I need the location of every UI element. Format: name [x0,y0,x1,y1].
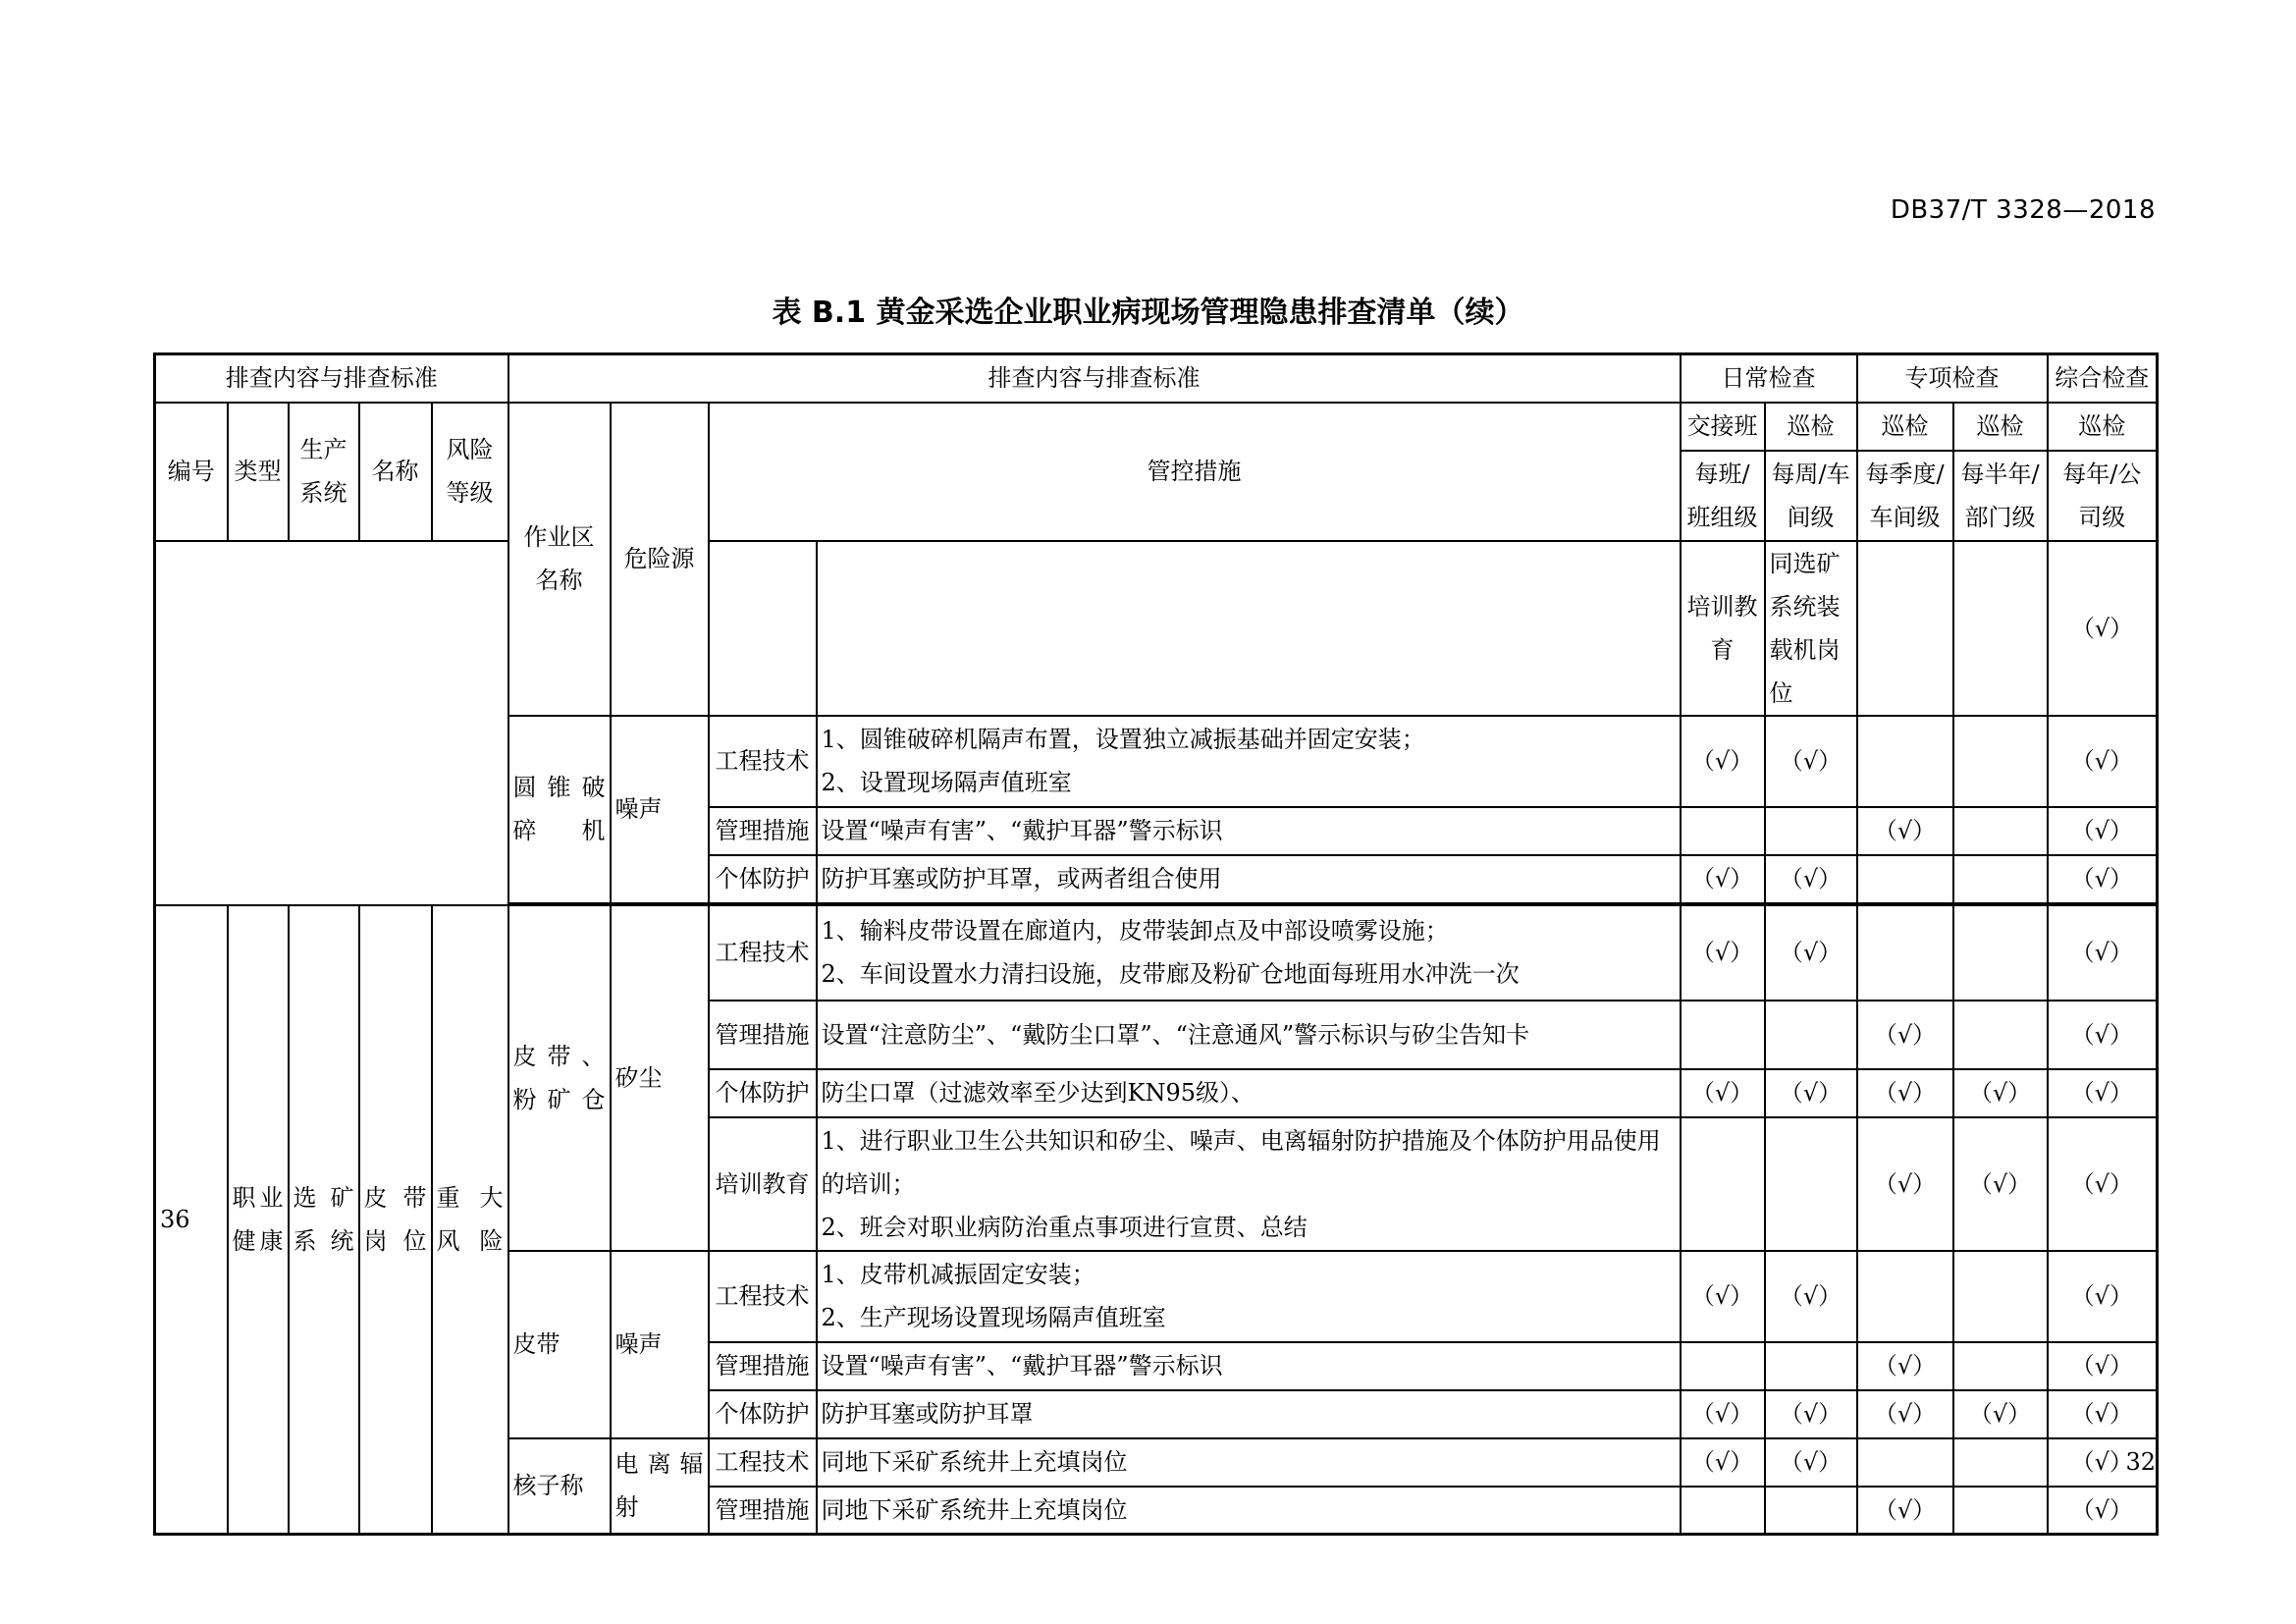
check-mark [1857,905,1953,1001]
col-header-hazard: 危险源 [611,403,709,716]
measure-category: 培训教育 [709,1117,817,1251]
check-type-label: 巡检 [1857,403,1953,451]
check-mark [1953,541,2048,716]
frequency-label: 每周/车间级 [1765,451,1857,541]
check-mark [1953,905,2048,1001]
header-comprehensive-check: 综合检查 [2048,354,2158,403]
table-row [155,905,2158,1001]
check-mark: （√） [1681,1069,1765,1117]
check-mark [1857,541,1953,716]
measure-description: 同地下采矿系统井上充填岗位 [817,1487,1681,1535]
measure-category: 工程技术 [709,1251,817,1342]
measure-description: 防尘口罩（过滤效率至少达到KN95级）、 [817,1069,1681,1117]
measure-category: 工程技术 [709,905,817,1001]
measure-category: 管理措施 [709,1487,817,1535]
table-row [155,541,2158,716]
check-mark [1765,1001,1857,1069]
col-header-risk: 风险等级 [432,403,508,541]
item-name: 皮带岗位 [359,905,432,1535]
check-type-label: 交接班 [1681,403,1765,451]
check-mark: （√） [2048,1117,2158,1251]
check-mark [1953,1342,2048,1390]
check-mark: （√） [2048,807,2158,855]
check-mark: （√） [1765,1251,1857,1342]
check-mark: （√） [2048,855,2158,903]
check-mark [1953,1001,2048,1069]
check-mark [1765,1487,1857,1535]
check-mark: （√） [1765,905,1857,1001]
col-header-area: 作业区名称 [508,403,611,716]
check-mark: （√） [1681,855,1765,903]
measure-description: 设置“噪声有害”、“戴护耳器”警示标识 [817,1342,1681,1390]
col-header-id: 编号 [155,403,228,541]
check-mark: （√） [1857,1117,1953,1251]
check-mark: （√） [1857,1487,1953,1535]
check-mark [1953,1251,2048,1342]
item-type: 职业健康 [228,905,289,1535]
check-mark: （√） [1765,1390,1857,1438]
check-mark: （√） [1953,1390,2048,1438]
check-mark: （√） [1953,1069,2048,1117]
item-system: 选矿系统 [289,905,359,1535]
measure-description: 1、皮带机减振固定安装； 2、生产现场设置现场隔声值班室 [817,1251,1681,1342]
measure-description: 设置“噪声有害”、“戴护耳器”警示标识 [817,807,1681,855]
check-mark [1953,716,2048,807]
check-mark: （√） [1681,1438,1765,1487]
check-mark: （√） [1953,1117,2048,1251]
check-type-label: 巡检 [1953,403,2048,451]
measure-description: 防护耳塞或防护耳罩 [817,1390,1681,1438]
col-header-measures: 管控措施 [709,403,1681,541]
check-mark [1953,1438,2048,1487]
check-mark [1857,855,1953,903]
check-mark: （√） [2048,905,2158,1001]
check-mark: （√） [2048,716,2158,807]
col-header-system: 生产系统 [289,403,359,541]
left-columns-continuation [155,541,508,905]
check-mark: （√） [1857,1069,1953,1117]
header-group-mid: 排查内容与排查标准 [508,354,1681,403]
header-group-left: 排查内容与排查标准 [155,354,508,403]
measure-category: 工程技术 [709,716,817,807]
check-mark: （√） [1765,1438,1857,1487]
measure-category: 培训教育 [1681,541,1765,716]
measure-category: 个体防护 [709,855,817,903]
hazard-source: 噪声 [611,1251,709,1438]
check-mark [1953,807,2048,855]
measure-category: 管理措施 [709,1001,817,1069]
measure-description: 1、进行职业卫生公共知识和矽尘、噪声、电离辐射防护措施及个体防护用品使用的培训； 2、班会对职业病防治重点事项进行宣贯、总结 [817,1117,1681,1251]
hazard-source: 噪声 [611,716,709,903]
area-continuation [709,541,817,716]
check-mark: （√） [1765,1069,1857,1117]
check-mark: （√） [1681,905,1765,1001]
frequency-label: 每半年/部门级 [1953,451,2048,541]
check-mark: （√） [1857,1390,1953,1438]
measure-description: 同地下采矿系统井上充填岗位 [817,1438,1681,1487]
document-code: DB37/T 3328—2018 [1890,195,2156,225]
measure-category: 管理措施 [709,807,817,855]
check-mark: （√） [2048,1487,2158,1535]
col-header-name: 名称 [359,403,432,541]
hazard-source: 矽尘 [611,905,709,1251]
check-mark: （√） [2048,1251,2158,1342]
check-mark [1681,1117,1765,1251]
check-mark: （√） [2048,1390,2158,1438]
check-type-label: 巡检 [2048,403,2158,451]
item-risk: 重大风险 [432,905,508,1535]
hazard-checklist-table [153,352,2159,1536]
item-id: 36 [155,905,228,1535]
check-mark: （√） [2048,541,2158,716]
measure-category: 管理措施 [709,1342,817,1390]
header-special-check: 专项检查 [1857,354,2048,403]
area-name: 皮带 [508,1251,611,1438]
check-mark: （√） [2048,1342,2158,1390]
check-type-label: 巡检 [1765,403,1857,451]
check-mark [1857,716,1953,807]
frequency-label: 每年/公司级 [2048,451,2158,541]
check-mark [1681,1001,1765,1069]
area-name: 皮带、粉矿仓 [508,905,611,1251]
check-mark [1765,1342,1857,1390]
check-mark [1681,1487,1765,1535]
measure-description: 设置“注意防尘”、“戴防尘口罩”、“注意通风”警示标识与矽尘告知卡 [817,1001,1681,1069]
hazard-source: 电离辐射 [611,1438,709,1535]
check-mark: （√） [2048,1069,2158,1117]
check-mark: （√） [2048,1438,2158,1487]
check-mark: （√） [1681,716,1765,807]
page-number: 32 [2125,1448,2156,1476]
check-mark [1953,855,2048,903]
area-name: 核子称 [508,1438,611,1535]
check-mark [1857,1438,1953,1487]
hazard-continuation [817,541,1681,716]
frequency-label: 每季度/车间级 [1857,451,1953,541]
check-mark: （√） [1681,1390,1765,1438]
check-mark: （√） [1857,807,1953,855]
measure-description: 同选矿系统装载机岗位 [1765,541,1857,716]
check-mark [1857,1251,1953,1342]
check-mark [1681,807,1765,855]
measure-category: 个体防护 [709,1069,817,1117]
col-header-type: 类型 [228,403,289,541]
measure-description: 1、圆锥破碎机隔声布置，设置独立减振基础并固定安装； 2、设置现场隔声值班室 [817,716,1681,807]
measure-description: 防护耳塞或防护耳罩，或两者组合使用 [817,855,1681,903]
check-mark: （√） [1765,716,1857,807]
measure-category: 个体防护 [709,1390,817,1438]
check-mark: （√） [2048,1001,2158,1069]
check-mark [1953,1487,2048,1535]
check-mark: （√） [1857,1342,1953,1390]
header-daily-check: 日常检查 [1681,354,1857,403]
check-mark: （√） [1681,1251,1765,1342]
table-title: 表 B.1 黄金采选企业职业病现场管理隐患排查清单（续） [772,296,1524,330]
measure-description: 1、输料皮带设置在廊道内，皮带装卸点及中部设喷雾设施； 2、车间设置水力清扫设施，皮带廊及粉矿仓地面每班用水冲洗一次 [817,905,1681,1001]
check-mark: （√） [1765,855,1857,903]
frequency-label: 每班/班组级 [1681,451,1765,541]
check-mark: （√） [1857,1001,1953,1069]
check-mark [1765,807,1857,855]
area-name: 圆锥破碎机 [508,716,611,903]
measure-category: 工程技术 [709,1438,817,1487]
check-mark [1681,1342,1765,1390]
check-mark [1765,1117,1857,1251]
